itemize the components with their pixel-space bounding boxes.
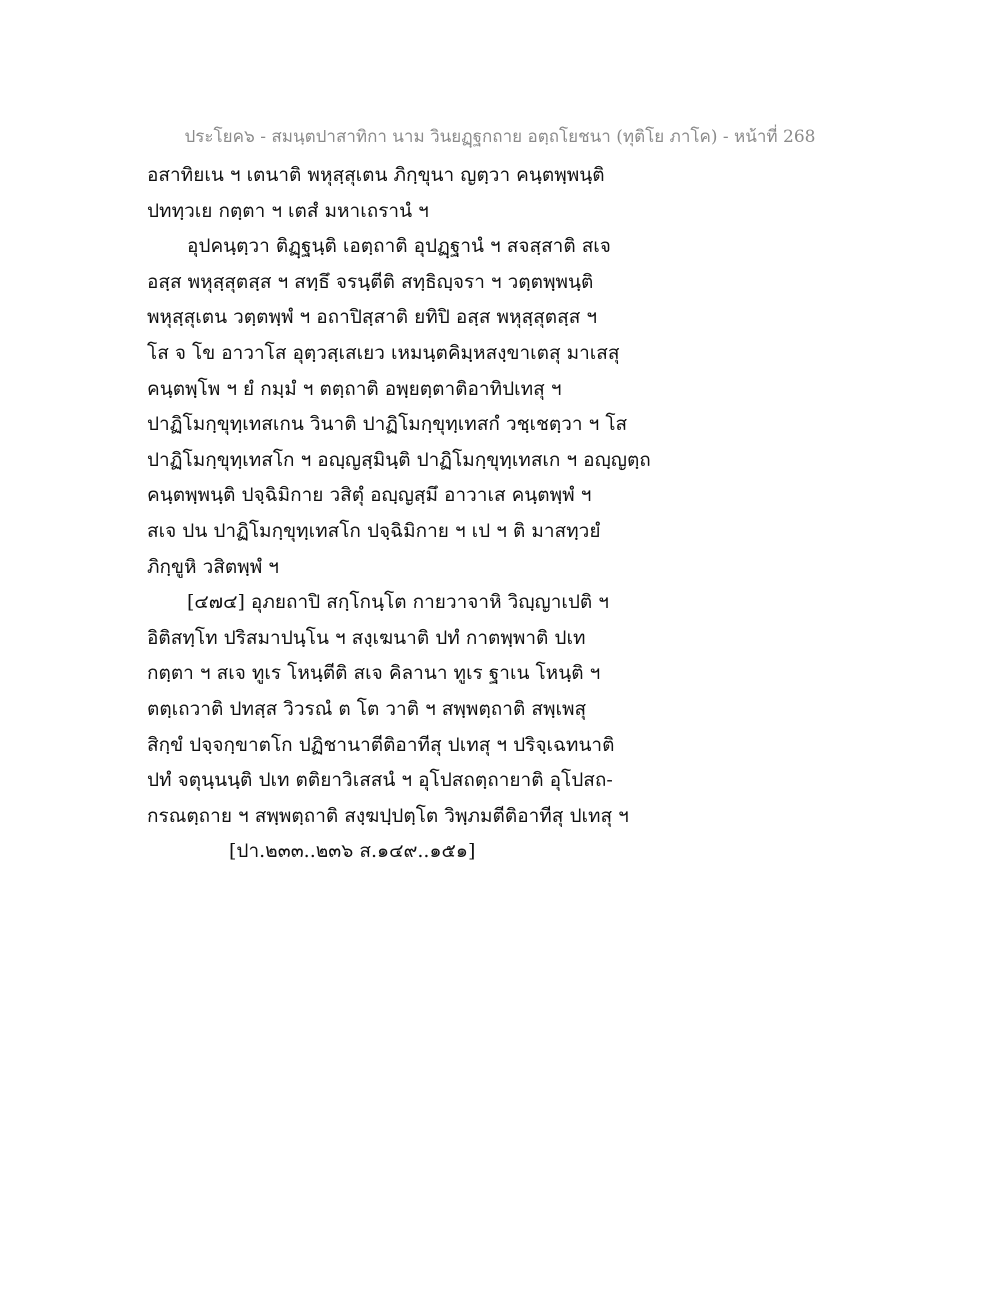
text-line: อสฺส พหุสฺสุตสฺส ฯ สทฺธึ จรนฺตีติ สทฺธิญฺจรา ฯ วตฺตพฺพนฺติ	[147, 270, 594, 293]
text-line: อสาทิยเน ฯ เตนาติ พหุสฺสุเตน ภิกฺขุนา ญตฺวา คนฺตพฺพนฺติ	[147, 164, 605, 186]
text-line: พหุสฺสุเตน วตฺตพฺพํ ฯ อถาปิสฺสาติ ยทิปิ อสฺส พหุสฺสุตสฺส ฯ	[147, 306, 598, 329]
text-line: ตตฺเถวาติ ปทสฺส วิวรณํ ต โต วาติ ฯ สพฺพตฺถาติ สพฺเพสุ	[147, 697, 587, 720]
text-line: ปาฏิโมกฺขุทฺเทสเกน วินาติ ปาฏิโมกฺขุทฺเทสกํ วชฺเชตฺวา ฯ โส	[147, 413, 628, 436]
text-line: อุปคนฺตฺวา ติฏฺฐนฺติ เอตฺถาติ อุปฏฺฐานํ ฯ สจสฺสาติ สเจ	[187, 235, 611, 258]
text-line: ปททฺวเย กตฺตา ฯ เตสํ มหาเถรานํ ฯ	[147, 199, 429, 222]
text-line: อิติสทฺโท ปริสมาปนฺโน ฯ สงฺเฆนาติ ปทํ กาตพฺพาติ ปเท	[147, 626, 586, 649]
text-line: กรณตฺถาย ฯ สพฺพตฺถาติ สงฺฆปฺปตฺโต วิพฺภมตีติอาทีสุ ปเทสุ ฯ	[147, 804, 629, 827]
body-text	[147, 158, 707, 870]
text-line: โส จ โข อาวาโส อุตฺวสฺเสเยว เหมนฺตคิมฺหสงฺขาเตสุ มาเสสุ	[147, 341, 620, 364]
text-line: ภิกฺขูหิ วสิตพฺพํ ฯ	[147, 555, 279, 578]
text-line: คนฺตพฺโพ ฯ ยํ กมฺมํ ฯ ตตฺถาติ อพฺยตฺตาติอาทิปเทสุ ฯ	[147, 377, 562, 400]
text-line: สเจ ปน ปาฏิโมกฺขุทฺเทสโก ปจฺฉิมิกาย ฯ เป ฯ ติ มาสทฺวยํ	[147, 519, 601, 542]
text-line: ปทํ จตุนฺนนฺติ ปเท ตติยาวิเสสนํ ฯ อุโปสถตฺถายาติ อุโปสถ-	[147, 769, 613, 792]
text-line: กตฺตา ฯ สเจ ทูเร โหนฺตีติ สเจ คิลานา ทูเร ฐาเน โหนฺติ ฯ	[147, 662, 601, 685]
text-line: ปาฏิโมกฺขุทฺเทสโก ฯ อญฺญสฺมินฺติ ปาฏิโมกฺขุทฺเทสเก ฯ อญฺญตฺถ	[147, 448, 651, 471]
text-line: [๔๗๔] อุภยถาปิ สกฺโกนฺโต กายวาจาหิ วิญฺญาเปติ ฯ	[187, 591, 609, 614]
reference-line: [ปา.๒๓๓..๒๓๖ ส.๑๔๙..๑๕๑]	[229, 840, 476, 863]
text-line: คนฺตพฺพนฺติ ปจฺฉิมิกาย วสิตุํ อญฺญสฺมึ อาวาเส คนฺตพฺพํ ฯ	[147, 484, 592, 507]
text-line: สิกฺขํ ปจฺจกฺขาตโก ปฏิชานาตีติอาทีสุ ปเทสุ ฯ ปริจฺเฉทนาติ	[147, 733, 615, 756]
page-header: ประโยค๖ - สมนฺตปาสาทิกา นาม วินยฏฺฐกถาย อตฺถโยชนา (ทุติโย ภาโค) - หน้าที่ 268	[184, 127, 816, 147]
